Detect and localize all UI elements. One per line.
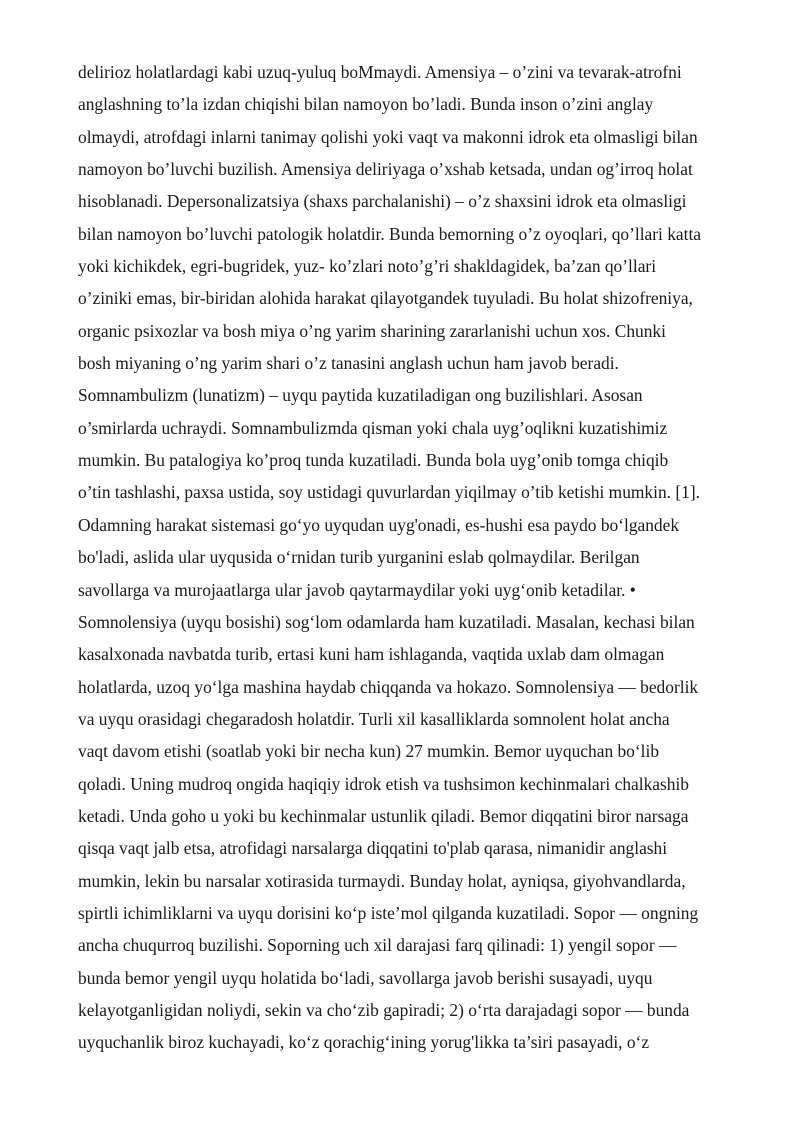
text-line: bilan namoyon bo’luvchi patologik holatdir. Bunda bemorning o’z oyoqlari, qo’llari katta [78, 223, 702, 244]
text-line: mumkin, lekin bu narsalar xotirasida turmaydi. Bunday holat, ayniqsa, giyohvandlarda, [78, 870, 686, 891]
text-line: organic psixozlar va bosh miya o’ng yarim sharining zararlanishi uchun xos. Chunki [78, 320, 666, 341]
text-line: o’smirlarda uchraydi. Somnambulizmda qisman yoki chala uyg’oqlikni kuzatishimiz [78, 417, 668, 438]
text-line: Somnolensiya (uyqu bosishi) sog‘lom odamlarda ham kuzatiladi. Masalan, kechasi bilan [78, 611, 695, 632]
text-line: savollarga va murojaatlarga ular javob qaytarmaydilar yoki uyg‘onib ketadilar. • [78, 579, 636, 600]
text-line: Somnambulizm (lunatizm) – uyqu paytida kuzatiladigan ong buzilishlari. Asosan [78, 385, 643, 406]
text-line: qisqa vaqt jalb etsa, atrofidagi narsalarga diqqatini to'plab qarasa, nimanidir anglashi [78, 838, 668, 859]
body-text [78, 56, 758, 1059]
text-line: bo'ladi, aslida ular uyqusida o‘rnidan turib yurganini eslab qolmaydilar. Berilgan [78, 547, 640, 568]
text-line: qoladi. Uning mudroq ongida haqiqiy idrok etish va tushsimon kechinmalari chalkashib [78, 773, 689, 794]
text-line: mumkin. Bu patalogiya ko’proq tunda kuzatiladi. Bunda bola uyg’onib tomga chiqib [78, 450, 669, 471]
text-line: spirtli ichimliklarni va uyqu dorisini ko‘p iste’mol qilganda kuzatiladi. Sopor — ongning [78, 902, 699, 923]
text-line: namoyon bo’luvchi buzilish. Amensiya deliriyaga o’xshab ketsada, undan og’irroq holat [78, 159, 693, 180]
text-line: o’ziniki emas, bir-biridan alohida harakat qilayotgandek tuyuladi. Bu holat shizofreniya, [78, 288, 693, 309]
text-line: Odamning harakat sistemasi go‘yo uyqudan uyg'onadi, es-hushi esa paydo bo‘lgandek [78, 514, 680, 535]
text-line: bosh miyaning o’ng yarim shari o’z tanasini anglash uchun ham javob beradi. [78, 353, 619, 374]
text-line: kasalxonada navbatda turib, ertasi kuni ham ishlaganda, vaqtida uxlab dam olmagan [78, 644, 665, 665]
text-line: ketadi. Unda goho u yoki bu kechinmalar ustunlik qiladi. Bemor diqqatini biror narsaga [78, 805, 689, 826]
text-line: delirioz holatlardagi kabi uzuq-yuluq boMmaydi. Amensiya – o’zini va tevarak-atrofni [78, 62, 682, 82]
text-line: anglashning to’la izdan chiqishi bilan namoyon bo’ladi. Bunda inson o’zini anglay [78, 94, 654, 115]
text-line: ancha chuqurroq buzilishi. Soporning uch xil darajasi farq qilinadi: 1) yengil sopor — [78, 935, 677, 956]
text-line: yoki kichikdek, egri-bugridek, yuz- ko’zlari noto’g’ri shakldagidek, ba’zan qo’llari [78, 256, 657, 277]
text-line: va uyqu orasidagi chegaradosh holatdir. Turli xil kasalliklarda somnolent holat ancha [78, 708, 670, 729]
text-line: uyquchanlik biroz kuchayadi, ko‘z qorachig‘ining yorug'likka ta’siri pasayadi, o‘z [78, 1032, 650, 1053]
text-line: o’tin tashlashi, paxsa ustida, soy ustidagi quvurlardan yiqilmay o’tib ketishi mumkin. [1]. [78, 482, 700, 503]
text-line: hisoblanadi. Depersonalizatsiya (shaxs parchalanishi) – o’z shaxsini idrok eta olmasligi [78, 191, 687, 212]
text-line: vaqt davom etishi (soatlab yoki bir necha kun) 27 mumkin. Bemor uyquchan bo‘lib [78, 741, 660, 762]
text-line: holatlarda, uzoq yo‘lga mashina haydab chiqqanda va hokazo. Somnolensiya — bedorlik [78, 676, 699, 697]
text-line: bunda bemor yengil uyqu holatida bo‘ladi, savollarga javob berishi susayadi, uyqu [78, 967, 653, 988]
text-line: kelayotganligidan noliydi, sekin va cho‘zib gapiradi; 2) o‘rta darajadagi sopor — bunda [78, 999, 690, 1020]
text-line: olmaydi, atrofdagi inlarni tanimay qolishi yoki vaqt va makonni idrok eta olmasligi bilan [78, 126, 698, 147]
